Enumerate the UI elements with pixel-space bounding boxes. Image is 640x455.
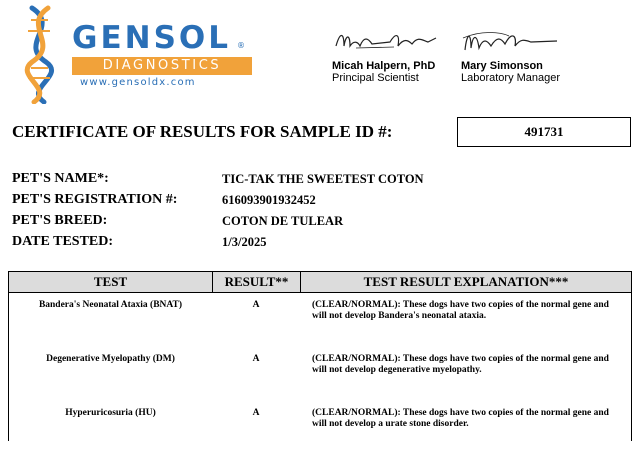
- logo-wordmark: GENSOL: [72, 20, 231, 56]
- gensol-logo: [14, 4, 254, 104]
- test-result: A: [252, 300, 260, 310]
- handwritten-signature-icon: [332, 24, 442, 60]
- test-explanation: (CLEAR/NORMAL): These dogs have two copies of the normal gene and will not develop Bandera's neonatal ataxia.: [312, 300, 609, 321]
- date-tested-label: DATE TESTED:: [12, 234, 114, 249]
- pet-name-label: PET'S NAME*:: [12, 171, 109, 186]
- pet-registration-value: 616093901932452: [222, 193, 316, 207]
- signatory-title: Principal Scientist: [332, 72, 419, 84]
- table-row: [9, 401, 631, 455]
- pet-breed-value: COTON DE TULEAR: [222, 214, 344, 228]
- test-result: A: [252, 408, 260, 418]
- test-name: Hyperuricosuria (HU): [65, 408, 156, 418]
- signature-block-halpern: [332, 24, 482, 84]
- column-header-test: TEST: [93, 274, 128, 289]
- sample-id-box: 491731: [457, 117, 631, 147]
- logo-tagline: DIAGNOSTICS: [72, 57, 252, 75]
- handwritten-signature-icon: [461, 24, 571, 60]
- certificate-title: CERTIFICATE OF RESULTS FOR SAMPLE ID #:: [12, 122, 393, 141]
- pet-registration-label: PET'S REGISTRATION #:: [12, 192, 178, 207]
- test-name: Degenerative Myelopathy (DM): [46, 354, 175, 364]
- signatory-name: Mary Simonson: [461, 60, 543, 72]
- logo-url: www.gensoldx.com: [80, 77, 196, 88]
- column-header-explanation: TEST RESULT EXPLANATION***: [300, 272, 631, 292]
- column-header-result: RESULT**: [212, 272, 300, 292]
- test-explanation: (CLEAR/NORMAL): These dogs have two copies of the normal gene and will not develop degenerative myelopathy.: [312, 354, 609, 375]
- dna-helix-icon: [14, 4, 64, 104]
- table-row: [9, 293, 631, 347]
- test-name: Bandera's Neonatal Ataxia (BNAT): [38, 300, 183, 310]
- signatory-name: Micah Halpern, PhD: [332, 60, 436, 72]
- test-result: A: [252, 354, 260, 364]
- results-table: [8, 271, 632, 441]
- test-explanation: (CLEAR/NORMAL): These dogs have two copies of the normal gene and will not develop a urate stone disorder.: [312, 408, 609, 429]
- signature-block-simonson: [461, 24, 611, 84]
- table-header: [9, 272, 631, 293]
- pet-breed-label: PET'S BREED:: [12, 213, 108, 228]
- signatory-title: Laboratory Manager: [461, 72, 561, 84]
- date-tested-value: 1/3/2025: [222, 235, 267, 249]
- registered-mark: ®: [237, 41, 245, 50]
- pet-name-value: TIC-TAK THE SWEETEST COTON: [222, 172, 424, 186]
- table-row: [9, 347, 631, 401]
